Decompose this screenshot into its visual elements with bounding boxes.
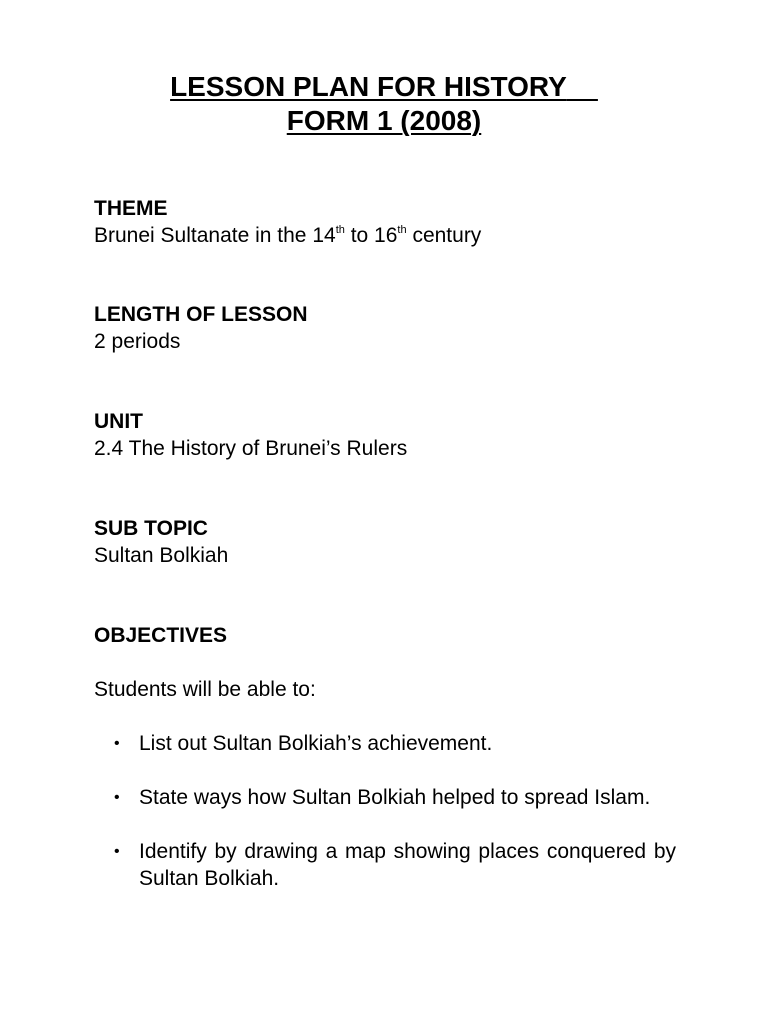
bullet-icon: • xyxy=(114,789,120,806)
bullet-icon: • xyxy=(114,843,120,860)
bullet-icon: • xyxy=(114,735,120,752)
unit-section xyxy=(94,408,684,462)
subtopic-section xyxy=(94,515,684,569)
list-item xyxy=(94,784,676,811)
list-item-text: Identify by drawing a map showing places conquered by Sultan Bolkiah. xyxy=(139,840,676,890)
subtopic-value: Sultan Bolkiah xyxy=(94,544,229,567)
length-section xyxy=(94,301,684,355)
theme-section xyxy=(94,195,684,249)
theme-text-part-3: century xyxy=(406,224,482,247)
document-title xyxy=(0,70,768,138)
list-item-text: List out Sultan Bolkiah’s achievement. xyxy=(139,732,493,755)
subtopic-heading: SUB TOPIC xyxy=(94,517,208,540)
title-underline-tail xyxy=(567,70,598,104)
title-line-2: FORM 1 (2008) xyxy=(286,105,482,136)
objectives-list xyxy=(94,730,676,919)
list-item xyxy=(94,838,676,892)
list-item xyxy=(94,730,676,757)
title-line-1: LESSON PLAN FOR HISTORY xyxy=(170,71,567,102)
length-value: 2 periods xyxy=(94,330,181,353)
objectives-section xyxy=(94,622,684,649)
list-item-text: State ways how Sultan Bolkiah helped to spread Islam. xyxy=(139,786,651,809)
theme-superscript-2: th xyxy=(397,224,407,236)
theme-heading: THEME xyxy=(94,197,168,220)
objectives-intro-section xyxy=(94,676,684,703)
objectives-heading: OBJECTIVES xyxy=(94,624,228,647)
length-heading: LENGTH OF LESSON xyxy=(94,303,308,326)
theme-text-part-2: to 16 xyxy=(344,224,398,247)
theme-text-part-1: Brunei Sultanate in the 14 xyxy=(94,224,336,247)
objectives-intro: Students will be able to: xyxy=(94,678,316,701)
theme-superscript-1: th xyxy=(335,224,345,236)
unit-value: 2.4 The History of Brunei’s Rulers xyxy=(94,437,408,460)
unit-heading: UNIT xyxy=(94,410,143,433)
theme-text xyxy=(94,222,684,249)
